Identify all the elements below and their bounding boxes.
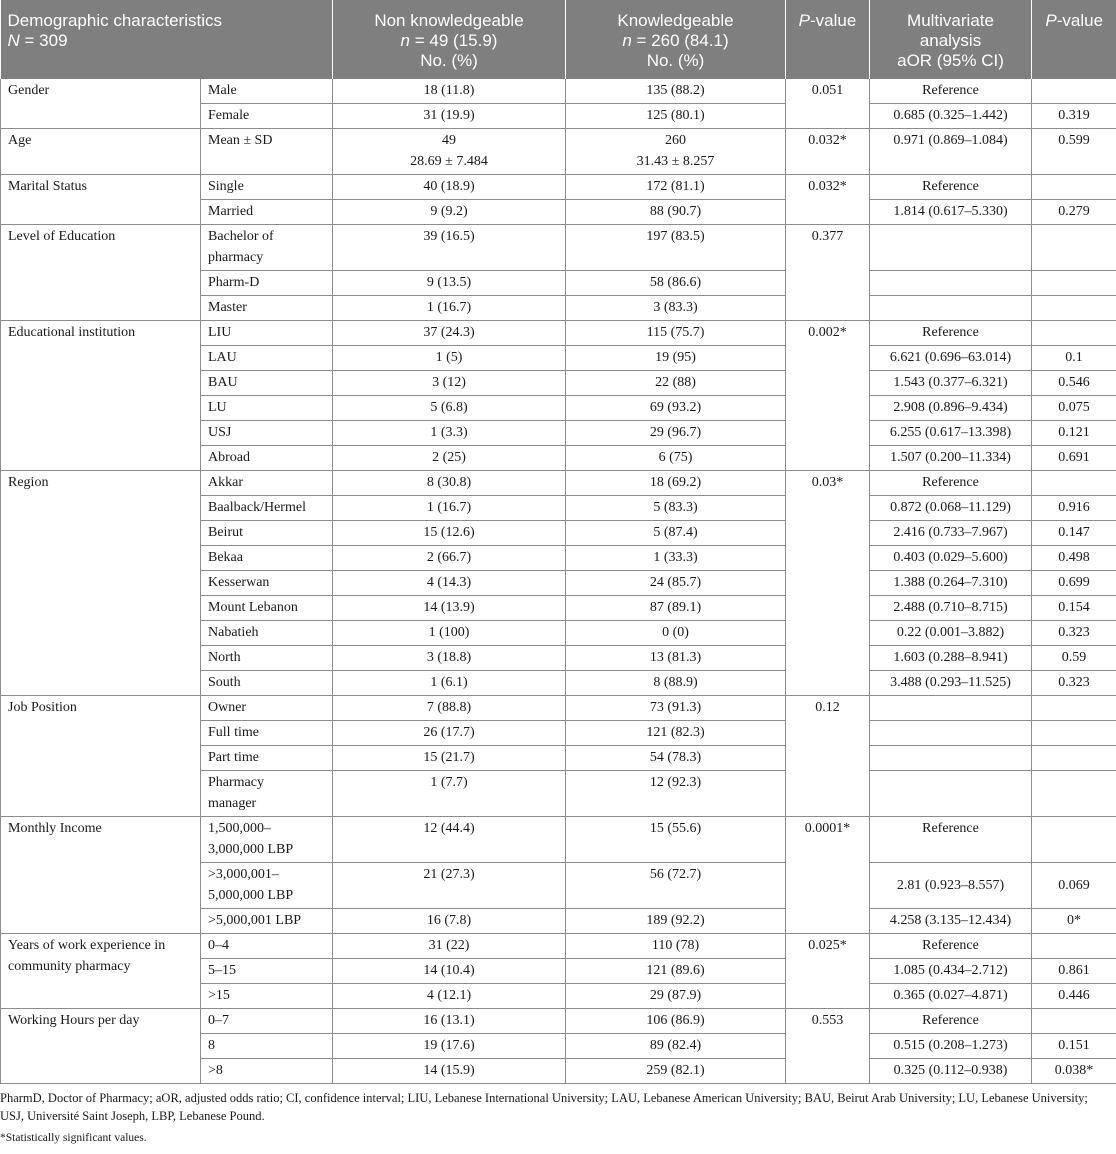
- non-knowledgeable-cell: 9 (13.5): [333, 271, 566, 296]
- category-cell: 5–15: [201, 959, 333, 984]
- adjusted-p-value-cell: 0.038*: [1032, 1059, 1116, 1084]
- non-knowledgeable-cell: 8 (30.8): [333, 471, 566, 496]
- category-cell: Baalback/Hermel: [201, 496, 333, 521]
- knowledgeable-cell: 106 (86.9): [566, 1009, 786, 1034]
- adjusted-p-value-cell: 0.075: [1032, 396, 1116, 421]
- aor-cell: [870, 225, 1032, 271]
- aor-cell: 1.388 (0.264–7.310): [870, 571, 1032, 596]
- adjusted-p-value-cell: [1032, 721, 1116, 746]
- adjusted-p-value-cell: 0.916: [1032, 496, 1116, 521]
- category-cell: Mean ± SD: [201, 129, 333, 175]
- knowledgeable-cell: 87 (89.1): [566, 596, 786, 621]
- adjusted-p-value-cell: 0.323: [1032, 671, 1116, 696]
- category-cell: LIU: [201, 321, 333, 346]
- aor-cell: [870, 296, 1032, 321]
- category-cell: Beirut: [201, 521, 333, 546]
- knowledgeable-cell: 13 (81.3): [566, 646, 786, 671]
- category-cell: LU: [201, 396, 333, 421]
- p-value-cell: 0.553: [786, 1009, 870, 1084]
- category-cell: Male: [201, 79, 333, 104]
- adjusted-p-value-cell: [1032, 271, 1116, 296]
- category-cell: Kesserwan: [201, 571, 333, 596]
- aor-cell: 1.543 (0.377–6.321): [870, 371, 1032, 396]
- category-cell: >5,000,001 LBP: [201, 909, 333, 934]
- aor-cell: Reference: [870, 321, 1032, 346]
- aor-cell: 0.325 (0.112–0.938): [870, 1059, 1032, 1084]
- aor-cell: Reference: [870, 79, 1032, 104]
- non-knowledgeable-cell: 31 (19.9): [333, 104, 566, 129]
- non-knowledgeable-cell: 1 (5): [333, 346, 566, 371]
- non-knowledgeable-cell: 18 (11.8): [333, 79, 566, 104]
- header-demographic: Demographic characteristics N = 309: [1, 0, 333, 79]
- adjusted-p-value-cell: 0.599: [1032, 129, 1116, 175]
- aor-cell: 0.365 (0.027–4.871): [870, 984, 1032, 1009]
- adjusted-p-value-cell: 0.861: [1032, 959, 1116, 984]
- category-cell: >15: [201, 984, 333, 1009]
- knowledgeable-cell: 8 (88.9): [566, 671, 786, 696]
- knowledgeable-cell: 19 (95): [566, 346, 786, 371]
- group-name-cell: Monthly Income: [1, 817, 201, 934]
- knowledgeable-cell: 22 (88): [566, 371, 786, 396]
- knowledgeable-cell: 89 (82.4): [566, 1034, 786, 1059]
- non-knowledgeable-cell: 16 (7.8): [333, 909, 566, 934]
- aor-cell: [870, 771, 1032, 817]
- header-p-value: P-value: [786, 0, 870, 79]
- table-row: [1, 696, 1116, 721]
- category-cell: 8: [201, 1034, 333, 1059]
- knowledgeable-cell: 58 (86.6): [566, 271, 786, 296]
- category-cell: >3,000,001– 5,000,000 LBP: [201, 863, 333, 909]
- p-value-cell: 0.03*: [786, 471, 870, 696]
- adjusted-p-value-cell: 0.279: [1032, 200, 1116, 225]
- non-knowledgeable-cell: 15 (12.6): [333, 521, 566, 546]
- knowledgeable-cell: 260 31.43 ± 8.257: [566, 129, 786, 175]
- adjusted-p-value-cell: [1032, 321, 1116, 346]
- aor-cell: 1.507 (0.200–11.334): [870, 446, 1032, 471]
- category-cell: >8: [201, 1059, 333, 1084]
- header-multivariate: Multivariate analysis aOR (95% CI): [870, 0, 1032, 79]
- non-knowledgeable-cell: 7 (88.8): [333, 696, 566, 721]
- knowledgeable-cell: 135 (88.2): [566, 79, 786, 104]
- category-cell: Bekaa: [201, 546, 333, 571]
- aor-cell: [870, 696, 1032, 721]
- category-cell: Pharmacy manager: [201, 771, 333, 817]
- adjusted-p-value-cell: 0.59: [1032, 646, 1116, 671]
- non-knowledgeable-cell: 19 (17.6): [333, 1034, 566, 1059]
- knowledgeable-cell: 29 (87.9): [566, 984, 786, 1009]
- footnote-significance: *Statistically significant values.: [0, 1132, 147, 1144]
- knowledgeable-cell: 24 (85.7): [566, 571, 786, 596]
- knowledgeable-cell: 5 (83.3): [566, 496, 786, 521]
- knowledgeable-cell: 69 (93.2): [566, 396, 786, 421]
- category-cell: Abroad: [201, 446, 333, 471]
- table-row: [1, 175, 1116, 200]
- non-knowledgeable-cell: 1 (16.7): [333, 296, 566, 321]
- table-row: [1, 129, 1116, 175]
- p-value-cell: 0.377: [786, 225, 870, 321]
- aor-cell: 0.685 (0.325–1.442): [870, 104, 1032, 129]
- table-row: [1, 79, 1116, 104]
- adjusted-p-value-cell: [1032, 746, 1116, 771]
- non-knowledgeable-cell: 5 (6.8): [333, 396, 566, 421]
- table-row: [1, 225, 1116, 271]
- non-knowledgeable-cell: 1 (6.1): [333, 671, 566, 696]
- adjusted-p-value-cell: [1032, 79, 1116, 104]
- non-knowledgeable-cell: 1 (7.7): [333, 771, 566, 817]
- group-name-cell: Level of Education: [1, 225, 201, 321]
- aor-cell: 4.258 (3.135–12.434): [870, 909, 1032, 934]
- category-cell: Pharm-D: [201, 271, 333, 296]
- p-value-cell: 0.032*: [786, 129, 870, 175]
- aor-cell: [870, 746, 1032, 771]
- aor-cell: 0.403 (0.029–5.600): [870, 546, 1032, 571]
- knowledgeable-cell: 259 (82.1): [566, 1059, 786, 1084]
- category-cell: Married: [201, 200, 333, 225]
- category-cell: 0–4: [201, 934, 333, 959]
- category-cell: Part time: [201, 746, 333, 771]
- knowledgeable-cell: 0 (0): [566, 621, 786, 646]
- table-row: [1, 817, 1116, 863]
- non-knowledgeable-cell: 1 (16.7): [333, 496, 566, 521]
- adjusted-p-value-cell: 0.446: [1032, 984, 1116, 1009]
- group-name-cell: Years of work experience in community pharmacy: [1, 934, 201, 1009]
- header-p-value-adjusted: P-value: [1032, 0, 1116, 79]
- knowledgeable-cell: 12 (92.3): [566, 771, 786, 817]
- knowledgeable-cell: 54 (78.3): [566, 746, 786, 771]
- adjusted-p-value-cell: 0.546: [1032, 371, 1116, 396]
- non-knowledgeable-cell: 1 (100): [333, 621, 566, 646]
- category-cell: Owner: [201, 696, 333, 721]
- adjusted-p-value-cell: 0.147: [1032, 521, 1116, 546]
- aor-cell: 6.621 (0.696–63.014): [870, 346, 1032, 371]
- non-knowledgeable-cell: 39 (16.5): [333, 225, 566, 271]
- non-knowledgeable-cell: 4 (12.1): [333, 984, 566, 1009]
- knowledgeable-cell: 6 (75): [566, 446, 786, 471]
- adjusted-p-value-cell: 0.319: [1032, 104, 1116, 129]
- aor-cell: 0.872 (0.068–11.129): [870, 496, 1032, 521]
- p-value-cell: 0.025*: [786, 934, 870, 1009]
- non-knowledgeable-cell: 14 (10.4): [333, 959, 566, 984]
- group-name-cell: Job Position: [1, 696, 201, 817]
- non-knowledgeable-cell: 3 (12): [333, 371, 566, 396]
- table-row: [1, 1009, 1116, 1034]
- adjusted-p-value-cell: [1032, 1009, 1116, 1034]
- knowledgeable-cell: 172 (81.1): [566, 175, 786, 200]
- adjusted-p-value-cell: 0.154: [1032, 596, 1116, 621]
- aor-cell: 2.908 (0.896–9.434): [870, 396, 1032, 421]
- p-value-cell: 0.051: [786, 79, 870, 129]
- table-row: [1, 321, 1116, 346]
- knowledgeable-cell: 29 (96.7): [566, 421, 786, 446]
- non-knowledgeable-cell: 26 (17.7): [333, 721, 566, 746]
- category-cell: Mount Lebanon: [201, 596, 333, 621]
- adjusted-p-value-cell: 0.069: [1032, 863, 1116, 909]
- non-knowledgeable-cell: 14 (13.9): [333, 596, 566, 621]
- adjusted-p-value-cell: 0.498: [1032, 546, 1116, 571]
- knowledgeable-cell: 121 (89.6): [566, 959, 786, 984]
- table-footnote: [0, 1084, 1116, 1147]
- adjusted-p-value-cell: 0.1: [1032, 346, 1116, 371]
- knowledgeable-cell: 110 (78): [566, 934, 786, 959]
- category-cell: 1,500,000– 3,000,000 LBP: [201, 817, 333, 863]
- aor-cell: Reference: [870, 934, 1032, 959]
- aor-cell: Reference: [870, 1009, 1032, 1034]
- knowledgeable-cell: 197 (83.5): [566, 225, 786, 271]
- p-value-cell: 0.12: [786, 696, 870, 817]
- aor-cell: 2.416 (0.733–7.967): [870, 521, 1032, 546]
- category-cell: LAU: [201, 346, 333, 371]
- header-non-knowledgeable: Non knowledgeable n = 49 (15.9) No. (%): [333, 0, 566, 79]
- header-knowledgeable: Knowledgeable n = 260 (84.1) No. (%): [566, 0, 786, 79]
- adjusted-p-value-cell: 0*: [1032, 909, 1116, 934]
- adjusted-p-value-cell: [1032, 225, 1116, 271]
- non-knowledgeable-cell: 40 (18.9): [333, 175, 566, 200]
- category-cell: Female: [201, 104, 333, 129]
- p-value-cell: 0.002*: [786, 321, 870, 471]
- knowledgeable-cell: 1 (33.3): [566, 546, 786, 571]
- non-knowledgeable-cell: 3 (18.8): [333, 646, 566, 671]
- knowledgeable-cell: 5 (87.4): [566, 521, 786, 546]
- category-cell: Full time: [201, 721, 333, 746]
- aor-cell: 6.255 (0.617–13.398): [870, 421, 1032, 446]
- knowledgeable-cell: 56 (72.7): [566, 863, 786, 909]
- knowledgeable-cell: 15 (55.6): [566, 817, 786, 863]
- aor-cell: 1.603 (0.288–8.941): [870, 646, 1032, 671]
- knowledgeable-cell: 115 (75.7): [566, 321, 786, 346]
- category-cell: USJ: [201, 421, 333, 446]
- group-name-cell: Gender: [1, 79, 201, 129]
- aor-cell: 1.085 (0.434–2.712): [870, 959, 1032, 984]
- aor-cell: Reference: [870, 471, 1032, 496]
- adjusted-p-value-cell: 0.151: [1032, 1034, 1116, 1059]
- adjusted-p-value-cell: [1032, 471, 1116, 496]
- knowledgeable-cell: 18 (69.2): [566, 471, 786, 496]
- non-knowledgeable-cell: 12 (44.4): [333, 817, 566, 863]
- adjusted-p-value-cell: [1032, 696, 1116, 721]
- non-knowledgeable-cell: 4 (14.3): [333, 571, 566, 596]
- adjusted-p-value-cell: 0.699: [1032, 571, 1116, 596]
- non-knowledgeable-cell: 37 (24.3): [333, 321, 566, 346]
- group-name-cell: Age: [1, 129, 201, 175]
- adjusted-p-value-cell: 0.691: [1032, 446, 1116, 471]
- adjusted-p-value-cell: [1032, 175, 1116, 200]
- table-body: [1, 79, 1116, 1084]
- group-name-cell: Region: [1, 471, 201, 696]
- non-knowledgeable-cell: 31 (22): [333, 934, 566, 959]
- p-value-cell: 0.0001*: [786, 817, 870, 934]
- knowledgeable-cell: 125 (80.1): [566, 104, 786, 129]
- aor-cell: 0.971 (0.869–1.084): [870, 129, 1032, 175]
- group-name-cell: Educational institution: [1, 321, 201, 471]
- non-knowledgeable-cell: 2 (66.7): [333, 546, 566, 571]
- table-row: [1, 934, 1116, 959]
- non-knowledgeable-cell: 9 (9.2): [333, 200, 566, 225]
- p-value-cell: 0.032*: [786, 175, 870, 225]
- adjusted-p-value-cell: [1032, 817, 1116, 863]
- non-knowledgeable-cell: 14 (15.9): [333, 1059, 566, 1084]
- aor-cell: 1.814 (0.617–5.330): [870, 200, 1032, 225]
- category-cell: 0–7: [201, 1009, 333, 1034]
- knowledgeable-cell: 73 (91.3): [566, 696, 786, 721]
- adjusted-p-value-cell: 0.323: [1032, 621, 1116, 646]
- adjusted-p-value-cell: [1032, 296, 1116, 321]
- category-cell: BAU: [201, 371, 333, 396]
- aor-cell: Reference: [870, 175, 1032, 200]
- non-knowledgeable-cell: 1 (3.3): [333, 421, 566, 446]
- table-row: [1, 471, 1116, 496]
- group-name-cell: Working Hours per day: [1, 1009, 201, 1084]
- aor-cell: 2.488 (0.710–8.715): [870, 596, 1032, 621]
- category-cell: Bachelor of pharmacy: [201, 225, 333, 271]
- aor-cell: [870, 271, 1032, 296]
- knowledgeable-cell: 189 (92.2): [566, 909, 786, 934]
- category-cell: Akkar: [201, 471, 333, 496]
- group-name-cell: Marital Status: [1, 175, 201, 225]
- category-cell: North: [201, 646, 333, 671]
- knowledgeable-cell: 88 (90.7): [566, 200, 786, 225]
- aor-cell: 2.81 (0.923–8.557): [870, 863, 1032, 909]
- adjusted-p-value-cell: [1032, 771, 1116, 817]
- aor-cell: Reference: [870, 817, 1032, 863]
- non-knowledgeable-cell: 21 (27.3): [333, 863, 566, 909]
- non-knowledgeable-cell: 15 (21.7): [333, 746, 566, 771]
- adjusted-p-value-cell: 0.121: [1032, 421, 1116, 446]
- footnote-abbreviations: PharmD, Doctor of Pharmacy; aOR, adjusted odds ratio; CI, confidence interval; LIU, Lebanese International University; LAU, Lebanese American University; BAU, Beirut Arab University; LU, Lebanese University; USJ, Université Saint Joseph, LBP, Lebanese Pound.: [0, 1091, 1088, 1123]
- knowledgeable-cell: 121 (82.3): [566, 721, 786, 746]
- aor-cell: [870, 721, 1032, 746]
- non-knowledgeable-cell: 49 28.69 ± 7.484: [333, 129, 566, 175]
- knowledgeable-cell: 3 (83.3): [566, 296, 786, 321]
- category-cell: Single: [201, 175, 333, 200]
- category-cell: South: [201, 671, 333, 696]
- aor-cell: 0.22 (0.001–3.882): [870, 621, 1032, 646]
- header-row: [1, 0, 1116, 79]
- aor-cell: 3.488 (0.293–11.525): [870, 671, 1032, 696]
- non-knowledgeable-cell: 2 (25): [333, 446, 566, 471]
- category-cell: Master: [201, 296, 333, 321]
- adjusted-p-value-cell: [1032, 934, 1116, 959]
- non-knowledgeable-cell: 16 (13.1): [333, 1009, 566, 1034]
- category-cell: Nabatieh: [201, 621, 333, 646]
- aor-cell: 0.515 (0.208–1.273): [870, 1034, 1032, 1059]
